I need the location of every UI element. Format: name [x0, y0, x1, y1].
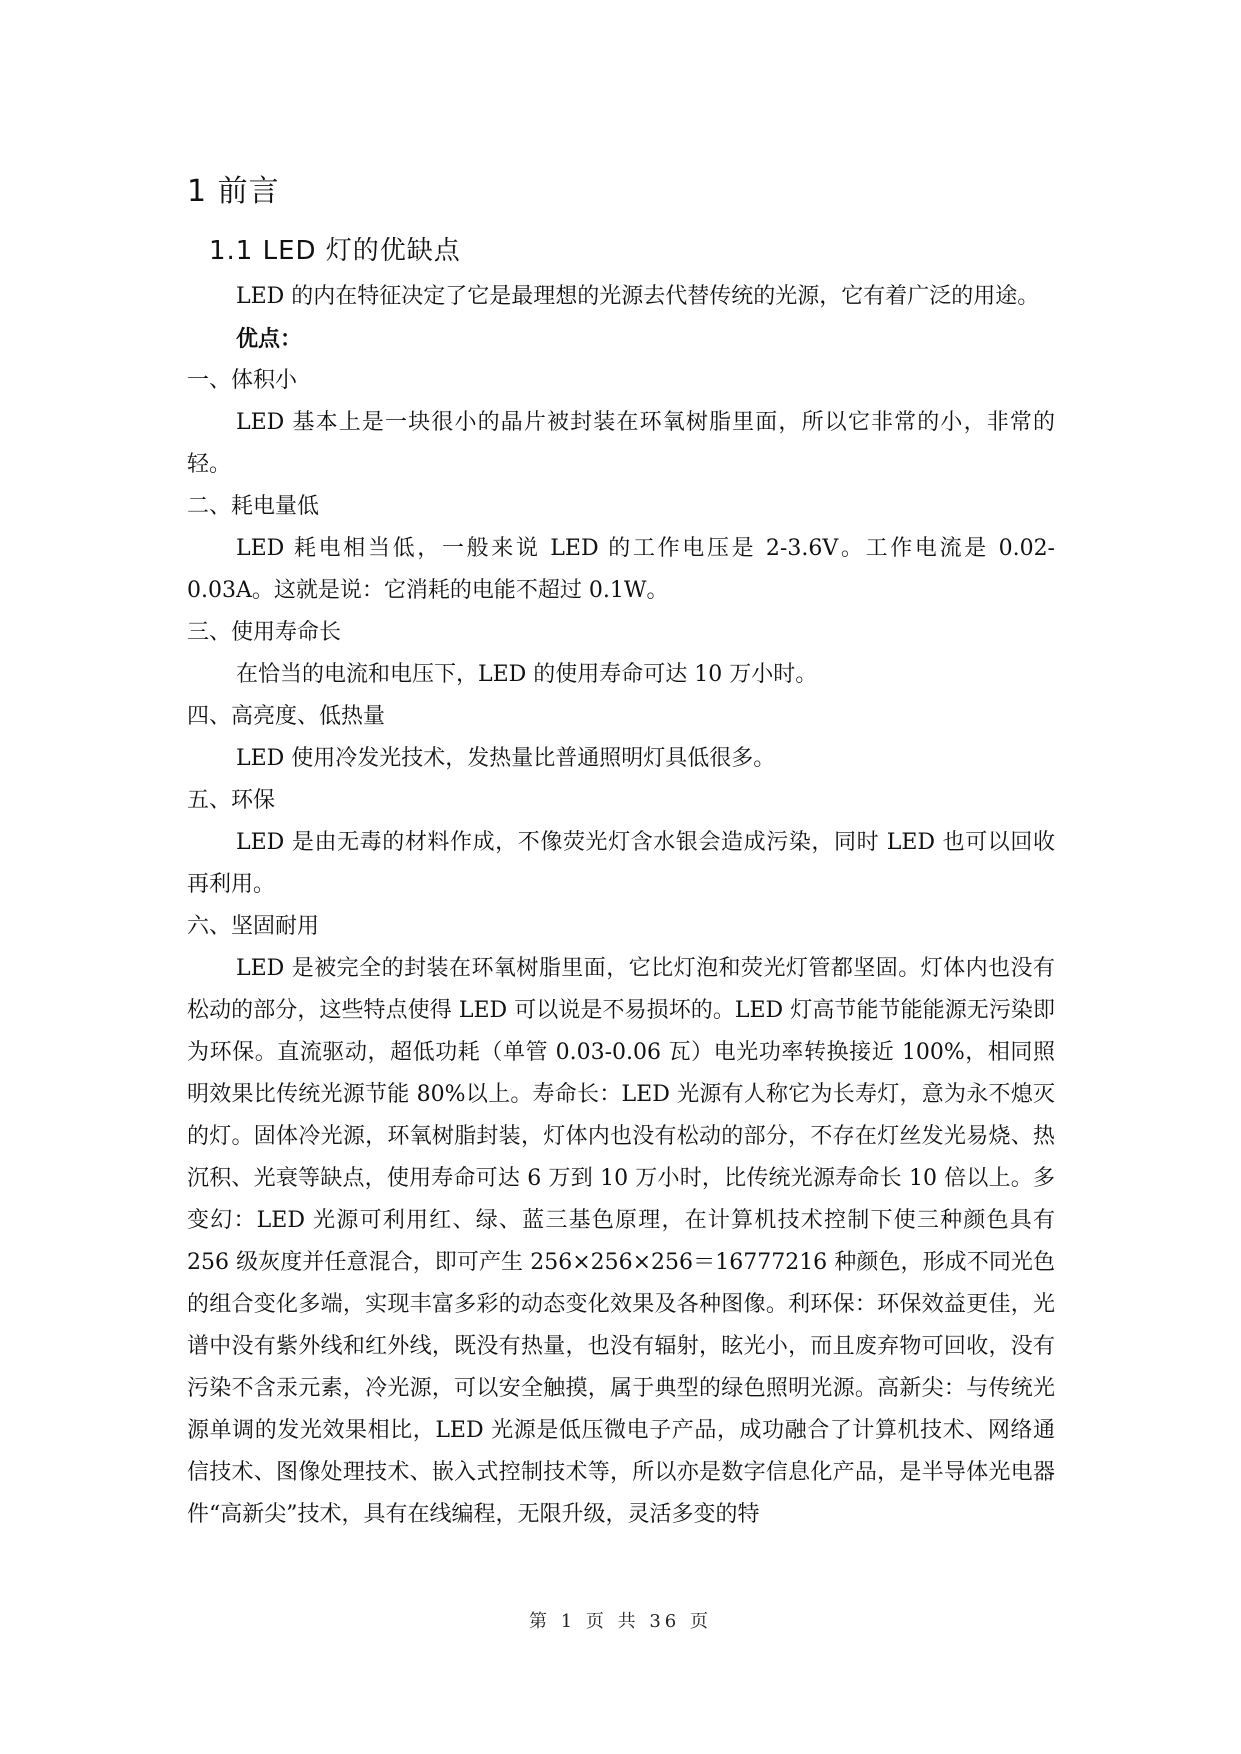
item-paragraph: LED 耗电相当低，一般来说 LED 的工作电压是 2-3.6V。工作电流是 0.02-0.03A。这就是说：它消耗的电能不超过 0.1W。 — [187, 536, 1055, 603]
intro-paragraph: LED 的内在特征决定了它是最理想的光源去代替传统的光源，它有着广泛的用途。 — [236, 284, 1040, 309]
item-paragraph: LED 基本上是一块很小的晶片被封装在环氧树脂里面，所以它非常的小，非常的轻。 — [187, 410, 1055, 477]
item-paragraph: LED 是由无毒的材料作成，不像荧光灯含水银会造成污染，同时 LED 也可以回收再利用。 — [187, 830, 1055, 897]
item-title: 二、耗电量低 — [187, 494, 320, 519]
section-heading: 1.1 LED 灯的优缺点 — [209, 236, 461, 266]
item-title: 三、使用寿命长 — [187, 620, 342, 645]
item-title: 一、体积小 — [187, 368, 298, 393]
item-title: 六、坚固耐用 — [187, 914, 320, 939]
item-title: 五、环保 — [187, 788, 276, 813]
item-paragraph: LED 使用冷发光技术，发热量比普通照明灯具低很多。 — [236, 746, 776, 771]
page-footer: 第 1 页 共 36 页 — [529, 1611, 712, 1632]
advantages-label: 优点： — [236, 326, 303, 352]
item-title: 四、高亮度、低热量 — [187, 704, 386, 729]
item-paragraph: LED 是被完全的封装在环氧树脂里面，它比灯泡和荧光灯管都坚固。灯体内也没有松动的部分，这些特点使得 LED 可以说是不易损坏的。LED 灯高节能节能能源无污染即为环保。直流驱动，超低功耗（单管 0.03-0.06 瓦）电光功率转换接近 100%，相同照明效果比传统光源节能 80%以上。寿命长：LED 光源有人称它为长寿灯，意为永不熄灭的灯。固体冷光源，环氧树脂封装，灯体内也没有松动的部分，不存在灯丝发光易烧、热沉积、光衰等缺点，使用寿命可达 6 万到 10 万小时，比传统光源寿命长 10 倍以上。多变幻：LED 光源可利用红、绿、蓝三基色原理，在计算机技术控制下使三种颜色具有 256 级灰度并任意混合，即可产生 256×256×256＝16777216 种颜色，形成不同光色的组合变化多端，实现丰富多彩的动态变化效果及各种图像。利环保：环保效益更佳，光谱中没有紫外线和红外线，既没有热量，也没有辐射，眩光小，而且废弃物可回收，没有污染不含汞元素，冷光源，可以安全触摸，属于典型的绿色照明光源。高新尖：与传统光源单调的发光效果相比，LED 光源是低压微电子产品，成功融合了计算机技术、网络通信技术、图像处理技术、嵌入式控制技术等，所以亦是数字信息化产品，是半导体光电器件“高新尖”技术，具有在线编程，无限升级，灵活多变的特 — [187, 956, 1055, 1527]
body-text — [187, 276, 1055, 1536]
item-paragraph: 在恰当的电流和电压下，LED 的使用寿命可达 10 万小时。 — [236, 662, 818, 687]
chapter-heading: 1 前言 — [187, 174, 280, 209]
